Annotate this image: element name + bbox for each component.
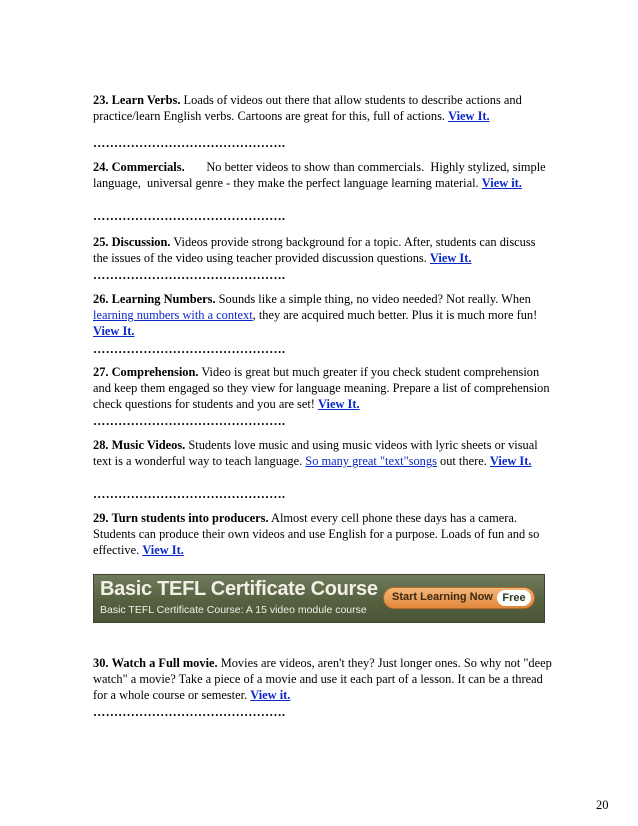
item-heading: Comprehension. [111, 365, 199, 379]
learning-numbers-link[interactable]: learning numbers with a context [93, 308, 253, 323]
separator: ………………………………………. [93, 136, 286, 150]
item-number: 26. [93, 292, 109, 306]
page-number: 20 [596, 798, 609, 812]
separator: ………………………………………. [93, 705, 286, 719]
tefl-course-banner[interactable] [93, 574, 545, 623]
item-heading: Discussion. [111, 235, 171, 249]
view-it-link[interactable]: View it. [250, 688, 291, 703]
item-heading: Commercials. [111, 160, 185, 174]
banner-title: Basic TEFL Certificate Course [100, 578, 378, 600]
view-it-link[interactable]: View It. [489, 454, 532, 469]
banner-subtitle: Basic TEFL Certificate Course: A 15 video module course [100, 604, 367, 616]
item-heading: Music Videos. [111, 438, 186, 452]
list-item-29 [93, 510, 553, 559]
item-number: 29. [93, 511, 109, 525]
list-item-23 [93, 92, 553, 124]
item-heading: Watch a Full movie. [111, 656, 218, 670]
separator: ………………………………………. [93, 487, 286, 501]
item-body: No better videos to show than commercials. Highly stylized, simple language, universal genre - they make the perfect language learning material. [93, 160, 549, 191]
item-heading: Learn Verbs. [111, 93, 181, 107]
songs-link[interactable]: So many great "text"songs [305, 454, 437, 469]
view-it-link[interactable]: View it. [481, 176, 522, 191]
start-learning-label: Start Learning Now [392, 591, 493, 603]
view-it-link[interactable]: View It. [93, 324, 135, 339]
item-body: Almost every cell phone these days has a camera. Students can produce their own videos and use English for a purpose. Loads of fun and so effective. [93, 511, 540, 558]
item-body: Video is great but much greater if you check student comprehension and keep them engaged so they view for language meaning. Prepare a list of comprehension check questions for students and you are set! [93, 365, 550, 412]
item-number: 25. [93, 235, 109, 249]
item-number: 27. [93, 365, 109, 379]
item-number: 28. [93, 438, 109, 452]
list-item-28 [93, 437, 553, 469]
free-badge: Free [497, 590, 531, 606]
item-number: 23. [93, 93, 109, 107]
separator: ………………………………………. [93, 342, 286, 356]
view-it-link[interactable]: View It. [318, 397, 360, 412]
item-body: Sounds like a simple thing, no video needed? Not really. When [215, 292, 531, 306]
list-item-30 [93, 655, 553, 704]
item-number: 24. [93, 160, 109, 174]
item-body: out there. [436, 454, 490, 469]
item-body: Students love music and using music videos with lyric sheets or visual text is a wonderful way to teach language. [93, 438, 538, 469]
view-it-link[interactable]: View It. [448, 109, 490, 124]
item-heading: Learning Numbers. [111, 292, 216, 306]
item-number: 30. [93, 656, 109, 670]
item-body: Videos provide strong background for a topic. After, students can discuss the issues of the video using teacher provided discussion questions. [93, 235, 536, 266]
item-heading: Turn students into producers. [111, 511, 269, 525]
list-item-24 [93, 159, 553, 191]
view-it-link[interactable]: View It. [142, 543, 184, 558]
view-it-link[interactable]: View It. [429, 251, 472, 266]
list-item-25 [93, 234, 553, 266]
separator: ………………………………………. [93, 268, 286, 282]
separator: ………………………………………. [93, 414, 286, 428]
start-learning-button[interactable] [383, 587, 535, 609]
item-body: Movies are videos, aren't they? Just longer ones. So why not "deep watch" a movie? Take a piece of a movie and use it each part of a lesson. It can be a thread for a whole course or semester. [93, 656, 552, 703]
separator: ………………………………………. [93, 209, 286, 223]
item-body: Loads of videos out there that allow students to describe actions and practice/learn English verbs. Cartoons are great for this, full of actions. [93, 93, 522, 124]
list-item-27 [93, 364, 553, 413]
list-item-26 [93, 291, 553, 340]
item-body: , they are acquired much better. Plus it is much more fun! [252, 308, 538, 323]
